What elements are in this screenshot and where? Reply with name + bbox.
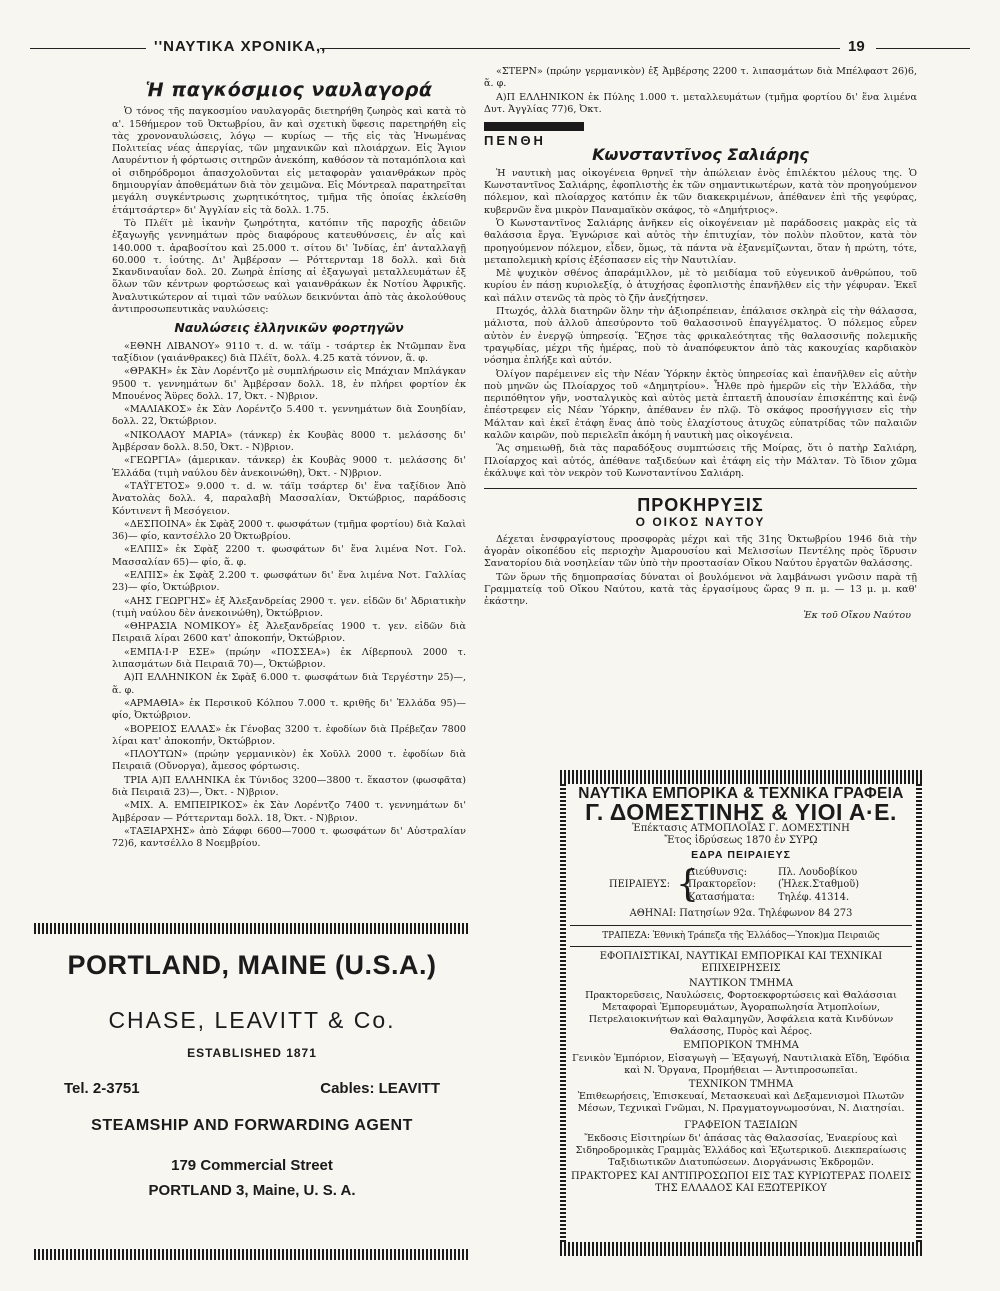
notice-signature: Ἐκ τοῦ Οἴκου Ναύτου xyxy=(803,609,911,621)
ad-extension: Ἐπέκτασις ΑΤΜΟΠΛΟΪΑΣ Γ. ΔΟΜΕΣΤΙΝΗ xyxy=(632,822,850,834)
notice-paragraph: Τῶν ὅρων τῆς δημοπρασίας δύναται οἱ βουλόμενοι νὰ λαμβάνωσι γνῶσιν παρὰ τῇ Γραμματείᾳ τοῦ Οἴκου Ναύτου, κατὰ τὰς ἐργασίμους ὥρας 9 π. μ. — 13 μ. μ. καθ' ἑκάστην. xyxy=(484,571,917,608)
right-column xyxy=(484,66,917,622)
fixture-item: «ΘΗΡΑΣΙΑ ΝΟΜΙΚΟΥ» ἐξ Ἀλεξανδρείας 1900 τ. γεν. εἰδῶν διὰ Πειραιᾶ λίραι 2600 κατ' ἀποκοπήν, Ὀκτώβριον. xyxy=(112,621,466,645)
ad-piraeus-label: ΠΕΙΡΑΙΕΥΣ: xyxy=(609,879,670,891)
obituary-bar xyxy=(484,122,584,131)
ad-offices-heading: ΝΑΥΤΙΚΑ ΕΜΠΟΡΙΚΑ & ΤΕΧΝΙΚΑ ΓΡΑΦΕΙΑ xyxy=(578,785,904,802)
fixture-item: «ΠΛΟΥΤΩΝ» (πρώην γερμανικὸν) ἐκ Χοῦλλ 2000 τ. ἐφοδίων διὰ Πειραιᾶ (Οὔνοργα), ἄμεσος φόρτωσις. xyxy=(112,749,466,773)
obituary-paragraph: Μὲ ψυχικὸν σθένος ἀπαράμιλλον, μὲ τὸ μειδίαμα τοῦ εὐγενικοῦ ἀνθρώπου, τοῦ κυρίου ἐν πάσῃ κυριολεξίᾳ, ὁ ἀτυχήσας ἐφοπλιστὴς ἐπανῆλθεν εἰς τὴν γέφυραν. Ἐκεῖ καὶ πάλιν στενῶς τὰ πρὸς τὸ ζῆν ἀνεζήτησεν. xyxy=(484,268,917,304)
obituary-paragraph: Ἂς σημειωθῇ, διὰ τὰς παραδόξους συμπτώσεις τῆς Μοίρας, ὅτι ὁ πατὴρ Σαλιάρη, Πλοίαρχος καὶ αὐτός, ἀπέθανε ταξιδεύων καὶ ἐτάφη εἰς τὴν Μάλταν. Τὸ ἴδιον χῶμα ἐκάλυψε καὶ τὸν νεκρὸν τοῦ Κωνσταντίνου Σαλιάρη. xyxy=(484,443,917,479)
ad-travel-body: Ἔκδοσις Εἰσιτηρίων δι' ἁπάσας τὰς Θαλασσίας, Ἐναερίους καὶ Σιδηροδρομικὰς Γραμμὰς Ἑλλάδος καὶ Ἐξωτερικοῦ. Διεκπεραίωσις Ταξιδιωτικῶν Διατυπώσεων. Διοργάνωσις Ἐκδρομῶν. xyxy=(575,1132,907,1168)
ad-content xyxy=(570,784,912,1242)
ad-founded: Ἔτος ἱδρύσεως 1870 ἐν ΣΥΡῼ xyxy=(664,835,818,847)
section-divider xyxy=(484,488,917,489)
obituary-paragraph: Ὁ Κωνσταντῖνος Σαλιάρης ἀνῆκεν εἰς οἰκογένειαν μὲ παράδοσεις μακρὰς εἰς τὰ θαλάσσια ἔργα. Ἐγνώρισε καὶ αὐτὸς τὴν ἐπιτυχίαν, τὸν πολὺν πλοῦτον, κατὰ τὸν προηγούμενον πόλεμον, εἶδεν, ὅμως, τὰ πάντα νὰ ἐξανεμίζωνται, ὅταν ἡ πρώτη, τότε, μεταπολεμικὴ κρίσις ἐξέσπασεν εἰς τὴν Ναυτιλίαν. xyxy=(484,217,917,266)
fixture-item: «ΕΘΝΗ ΛΙΒΑΝΟΥ» 9110 τ. d. w. τάϊμ - τσάρτερ ἐκ Ντῶμπαν ἕνα ταξίδιον (γαιάνθρακες) διὰ Πλέϊτ, δολλ. 4.25 κατὰ τόννον, ἅ. φ. xyxy=(112,340,466,364)
fixture-item: «ΤΑΫΓΕΤΟΣ» 9.000 τ. d. w. τάϊμ τσάρτερ δι' ἕνα ταξίδιον Ἀπὸ Ἀνατολὰς δολλ. 4, παραλαβὴ Μασσαλίαν, Ὀκτώβριος, παράδοσις Κόντινεντ ἢ Μεσόγειον. xyxy=(112,480,466,517)
ad-naval-body: Πρακτορεῦσεις, Ναυλώσεις, Φορτοεκφορτώσεις καὶ Θαλάσσιαι Μεταφοραὶ Ἐμπορευμάτων, Ἀγοραπωλησία Ἀτμοπλοίων, Πετρελαιοκινήτων καὶ Θαλαμηγῶν, Ἀσφάλεια κατὰ Κινδύνων Θαλάσσης, Πυρὸς καὶ Ἀέρος. xyxy=(585,990,897,1038)
ad-border-top xyxy=(560,770,922,784)
magazine-title: ''ΝΑΥΤΙΚΑ ΧΡΟΝΙΚΑ,, xyxy=(154,38,327,55)
ad-tech-title: ΤΕΧΝΙΚΟΝ ΤΜΗΜΑ xyxy=(688,1078,794,1090)
ad-company-name: Γ. ΔΟΜΕΣΤΙΝΗΣ & ΥΙΟΙ Α·Ε. xyxy=(585,799,897,826)
fixture-item: «ΜΙΧ. Α. ΕΜΠΕΙΡΙΚΟΣ» ἐκ Σὰν Λορέντζο 7400 τ. γεννημάτων δι' Ἀμβέρσαν — Ρόττερνταμ δολλ. 18, Ὀκτ. - Ν)βριον. xyxy=(112,800,466,824)
ad-cables: Cables: LEAVITT xyxy=(320,1080,440,1097)
ad-commerce-title: ΕΜΠΟΡΙΚΟΝ ΤΜΗΜΑ xyxy=(683,1040,799,1052)
ad-office-line: Διεύθυνσις: Πλ. Λουδοβίκου xyxy=(688,867,858,879)
article-paragraph: Τὸ Πλέϊτ μὲ ἱκανὴν ζωηρότητα, κατόπιν τῆς παροχῆς ἀδειῶν ἐξαγωγῆς γεννημάτων πρὸς διαφόρους κατευθύνσεις, ἐν αἷς καὶ 140.000 τ. ἀραβοσίτου καὶ 25.000 τ. σίτου δι' Ἰνδίας, ἐπ' ἀνταλλαγῇ 60.000 τ. ἰούτης. Δι' Ἀμβέρσαν — Ρόττερνταμ 18 δολλ. καὶ διὰ Σκανδιναυΐαν δολ. 20. Ζωηρὰ ἐπίσης αἱ ἐξαγωγαὶ μεταλλευμάτων ἐξ ὅλων τῶν κέντρων φορτώσεως καὶ γαιανθράκων ἐκ Νοτίου Ἀφρικῆς. Ἀναλυτικώτερον αἱ τιμαὶ τῶν ναύλων δεικνύνται ἀπὸ τὰς ἀκολούθους ἀντιπροσωπευτικὰς ναυλώσεις: xyxy=(112,217,466,316)
ad-border-bottom xyxy=(560,1242,922,1256)
ad-office-line: Κατασήματα: Τηλέφ. 41314. xyxy=(688,891,850,903)
ad-agents: ΠΡΑΚΤΟΡΕΣ ΚΑΙ ΑΝΤΙΠΡΟΣΩΠΟΙ ΕΙΣ ΤΑΣ ΚΥΡΙΩΤΕΡΑΣ ΠΟΛΕΙΣ ΤΗΣ ΕΛΛΑΔΟΣ ΚΑΙ ΕΞΩΤΕΡΙΚΟΥ xyxy=(570,1170,912,1194)
ad-commerce-body: Γενικὸν Ἐμπόριον, Εἰσαγωγὴ — Ἐξαγωγή, Ναυτιλιακὰ Εἴδη, Ἐφόδια καὶ Ν. Ὄργανα, Προμήθειαι — Ἀντιπροσωπεῖαι. xyxy=(572,1052,910,1076)
portland-advertisement xyxy=(34,923,470,1260)
fixture-item: «ΝΙΚΟΛΑΟΥ ΜΑΡΙΑ» (τάνκερ) ἐκ Κουβὰς 8000 τ. μελάσσης δι' Ἀμβέρσαν δολλ. 8.50, Ὀκτ. - Ν)βριον. xyxy=(112,429,466,454)
page-number: 19 xyxy=(848,38,865,55)
ad-divider xyxy=(570,946,912,947)
fixture-item: «ΕΛΠΙΣ» ἐκ Σφὰξ 2200 τ. φωσφάτων δι' ἕνα λιμένα Νοτ. Γολ. Μασσαλίαν 65)— φίο, ἅ. φ. xyxy=(112,544,466,568)
fixture-item: «ΘΡΑΚΗ» ἐκ Σὰν Λορέντζο μὲ συμπλήρωσιν εἰς Μπάχιαν Μπλάγκαν 9500 τ. γεννημάτων δι' Ἀμβέρσαν δολλ. 18, ἐν πλήρει φορτίον ἐκ Μπουένος Ἄϋρες δολλ. 17, Ὀκτ. - Ν)βριον. xyxy=(112,366,466,402)
ad-telephone: Tel. 2-3751 xyxy=(64,1080,140,1097)
fixture-item: «ΕΜΠΑ·Ι·Ρ ΕΣΕ» (πρώην «ΠΟΣΣΕΑ») ἐκ Λίβερπουλ 2000 τ. λιπασμάτων διὰ Πειραιᾶ 70)—, Ὀκτώβριον. xyxy=(112,646,466,671)
fixture-item: «ΜΑΛΙΑΚΟΣ» ἐκ Σὰν Λορέντζο 5.400 τ. γεννημάτων διὰ Σουηδίαν, δολλ. 22, Ὀκτώβριον. xyxy=(112,404,466,428)
ad-company-name: CHASE, LEAVITT & Co. xyxy=(108,1007,396,1033)
ad-office-lines xyxy=(688,867,912,904)
fixture-item: «ΒΟΡΕΙΟΣ ΕΛΛΑΣ» ἐκ Γένοβας 3200 τ. ἐφοδίων διὰ Πρέβεζαν 7800 λίραι κατ' ἀποκοπήν, Ὀκτώβριον. xyxy=(112,723,466,747)
header-rule-left xyxy=(30,48,146,49)
ad-border-bottom xyxy=(34,1249,470,1260)
ad-tech-body: Ἐπιθεωρήσεις, Ἐπισκευαί, Μετασκευαὶ καὶ Δεξαμενισμοὶ Πλωτῶν Μέσων, Τεχνικαὶ Γνῶμαι, Ν. Πραγματογνωμοσύναι, Ν. Διατησίαι. xyxy=(577,1091,905,1115)
article-paragraph: Ὁ τόνος τῆς παγκοσμίου ναυλαγορᾶς διετηρήθη ζωηρὸς καὶ κατὰ τὸ α'. 15θήμερον τοῦ Ὀκτωβρίου, ἂν καὶ σχετικὴ ὕφεσις παρετηρήθη εἰς τὰς χρονοναυλώσεις, λόγῳ — κυρίως — τῆς εἰς τὰς Ἡνωμένας Πολιτείας νέας ἀπεργίας, τῶν μηχανικῶν καὶ πλοιάρχων. Εἰς Ἅγιον Λαυρέντιον ἡ φόρτωσις σιτηρῶν ἀνεκόπη, καθόσον τὰ ποταμόπλοια καὶ οἱ σιδηρόδρομοι ἀπασχολοῦνται εἰς μεταφορὰν γαιανθράκων πρὸς δημιουργίαν ἀποθεμάτων διὰ τὸν χειμῶνα. Εἰς Μόντρεαλ παρατηρεῖται μεγάλη συγκέντρωσις χωρητικότητος, τμῆμα τῆς ὁποίας ἐκλείσθη ἐτάμτσάρτερ» δι' Ἀγγλίαν εἰς τὰ δολλ. 1.75. xyxy=(112,106,466,216)
left-column xyxy=(112,78,466,852)
page-header xyxy=(30,38,970,58)
article-title: Ἡ παγκόσμιος ναυλαγορά xyxy=(145,79,433,101)
fixture-item: Α)Π ΕΛΛΗΝΙΚΟΝ ἐκ Σφὰξ 6.000 τ. φωσφάτων διὰ Τεργέστην 25)—, ἅ. φ. xyxy=(112,672,466,696)
fixture-item: «ΤΑΞΙΑΡΧΗΣ» ἀπὸ Σάφφι 6600—7000 τ. φωσφάτων δι' Αὐστραλίαν 72)6, καντσέλλο 8 Νοεμβρίου. xyxy=(112,825,466,850)
ad-divider xyxy=(570,925,912,926)
ad-seat: ΕΔΡΑ ΠΕΙΡΑΙΕΥΣ xyxy=(691,848,791,861)
fixture-item: «ΑΡΜΑΘΙΑ» ἐκ Περσικοῦ Κόλπου 7.000 τ. κριθῆς δι' Ἑλλάδα 95)— φίο, Ὀκτώβριον. xyxy=(112,697,466,722)
ad-piraeus-offices xyxy=(570,864,912,906)
ad-border-top xyxy=(34,923,470,934)
header-rule-right xyxy=(876,48,970,49)
ad-bank: ΤΡΑΠΕΖΑ: Ἐθνικὴ Τράπεζα τῆς Ἑλλάδος—Ὑποκ)μα Πειραιῶς xyxy=(602,930,880,941)
fixture-item: «ΣΤΕΡΝ» (πρώην γερμανικὸν) ἐξ Ἀμβέρσης 2200 τ. λιπασμάτων διὰ Μπέλφαστ 26)6, ἅ. φ. xyxy=(484,66,917,90)
fixtures-subheading: Ναυλώσεις ἑλληνικῶν φορτηγῶν xyxy=(174,320,404,336)
ad-naval-title: ΝΑΥΤΙΚΟΝ ΤΜΗΜΑ xyxy=(689,977,793,989)
ad-athens-address: ΑΘΗΝΑΙ: Πατησίων 92α. Τηλέφωνον 84 273 xyxy=(629,908,853,920)
notice-subtitle: Ο ΟΙΚΟΣ ΝΑΥΤΟΥ xyxy=(635,514,766,529)
ad-contact-row xyxy=(64,1080,440,1097)
fixture-item: «ΓΕΩΡΓΙΑ» (ἀμερικαν. τάνκερ) ἐκ Κουβὰς 9000 τ. μελάσσης δι' Ἑλλάδα (τιμὴ ναύλου δὲν ἀνεκοινώθη), Ὀκτ. - Ν)βριον. xyxy=(112,455,466,479)
notice-paragraph: Δέχεται ἐνσφραγίστους προσφορὰς μέχρι καὶ τῆς 31ης Ὀκτωβρίου 1946 διὰ τὴν ἀγορὰν οἰκοπέδου εἰς περιοχὴν Ἀμαρουσίου καὶ Μελισσίων Πεντέλης πρὸς ἵδρυσιν Σανατορίου διὰ νοσηλείαν τῶν ὑπὸ τὴν προστασίαν Οἴκου Ναύτου ἐργατῶν θαλάσσης. xyxy=(484,533,917,570)
obituary-paragraph: Ὀλίγον παρέμεινεν εἰς τὴν Νέαν Ὑόρκην ἐκτὸς ὑπηρεσίας καὶ ἐπανῆλθεν εἰς αὐτὴν ποὺ μηνῶν ὡς Πλοίαρχος τοῦ «Δημητρίου». Ἦλθε πρὸ ἡμερῶν εἰς τὴν Ἑλλάδα, τὴν περιπόθητον γῆν, νοσταλγικὸς καὶ αὐτὸς μετὰ ἑπταετῆ ἀπουσίαν ἐπισκέπτης καὶ ἐνῷ ἐπέστρεφεν εἰς Νέαν Ὑόρκην, ἀπέθανεν ἐν πλῷ. Τὸ σκάφος προσήγγισεν εἰς τὴν Μάλταν καὶ ἐκεῖ ἐτάφη ἕνας ἀπὸ τοὺς ἐλαχίστους ἀτυχῶς εὐπατρίδας τῶν παλαιῶν καλῶν καιρῶν, ποὺ περιελεῖπ ἀκόμη ἡ ναυτικὴ μας οἰκογένεια. xyxy=(484,368,917,442)
ad-sections-title: ΕΦΟΠΛΙΣΤΙΚΑΙ, ΝΑΥΤΙΚΑΙ ΕΜΠΟΡΙΚΑΙ ΚΑΙ ΤΕΧΝΙΚΑΙ ΕΠΙΧΕΙΡΗΣΕΙΣ xyxy=(599,951,883,975)
fixture-item: «ΕΛΠΙΣ» ἐκ Σφὰξ 2.200 τ. φωσφάτων δι' ἕνα λιμένα Νοτ. Γαλλίας 23)— φίο, Ὀκτώβριον. xyxy=(112,569,466,594)
obituary-paragraph: Πτωχός, ἀλλὰ διατηρῶν ὅλην τὴν ἀξιοπρέπειαν, ἐπάλαισε σκληρὰ εἰς τὴν θάλασσα, μάλιστα, ποὺ ἀλλοῦ ἀπεσύροντο τοῦ θαλασσινοῦ ἐπαγγέλματος. Ὁ πόλεμος εὗρεν αὐτὸν ἐν ἐνεργῷ ὑπηρεσίᾳ. Ἔζησε τὰς φρικαλεότητας τῆς θαλασσινῆς πολεμικῆς τραγῳδίας, μέχρι τῆς ἡμέρας, ποὺ τὸ ἀναπόφευκτον ἀπὸ τὰς κακουχίας καρδιακὸν νόσημα ἐπλήξε καὶ αὐτόν. xyxy=(484,306,917,367)
ad-street: 179 Commercial Street xyxy=(171,1157,333,1174)
fixture-item: ΤΡΙΑ Α)Π ΕΛΛΗΝΙΚΑ ἐκ Τύνιδος 3200—3800 τ. ἕκαστον (φωσφᾶτα) διὰ Πειραιᾶ 23)—, Ὀκτ. - Ν)βριον. xyxy=(112,774,466,799)
brace-icon: { xyxy=(676,864,699,906)
ad-office-line: Πρακτορεῖον: (Ἠλεκ.Σταθμοῦ) xyxy=(688,879,860,891)
ad-business: STEAMSHIP AND FORWARDING AGENT xyxy=(91,1117,413,1134)
obituary-paragraph: Ἡ ναυτικὴ μας οἰκογένεια θρηνεῖ τὴν ἀπώλειαν ἑνὸς ἐπιλέκτου μέλους της. Ὁ Κωνσταντῖνος Σαλιάρης, ἐφοπλιστὴς ἐκ τῶν σημαντικωτέρων, κατὰ τὸν προηγούμενον πόλεμον, καὶ πλοίαρχος κατόπιν ἐκ τῶν διακεκριμένων, ἀπέθανεν ἐπὶ τῆς γεφύρας, κυβερνῶν ἕνα μικρὸν Παναμαϊκὸν σκάφος, τὸ «Δημήτριος». xyxy=(484,167,917,216)
fixture-item: «ΑΗΣ ΓΕΩΡΓΗΣ» ἐξ Ἀλεξανδρείας 2900 τ. γεν. εἰδῶν δι' Ἀδριατικὴν (τιμὴ ναύλου δὲν ἀνεκοινώθη), Ὀκτώβριον. xyxy=(112,595,466,619)
header-rule-middle xyxy=(320,48,840,49)
domestinis-advertisement xyxy=(560,770,922,1256)
ad-border-left xyxy=(560,784,566,1242)
ad-travel-title: ΓΡΑΦΕΙΟΝ ΤΑΞΙΔΙΩΝ xyxy=(684,1120,798,1132)
ad-border-right xyxy=(916,784,922,1242)
obituary-title: Κωνσταντῖνος Σαλιάρης xyxy=(592,145,809,165)
fixture-item: «ΔΕΣΠΟΙΝΑ» ἐκ Σφὰξ 2000 τ. φωσφάτων (τμῆμα φορτίου) διὰ Καλαὶ 36)— φίο, καντσέλλο 20 Ὀκτωβρίου. xyxy=(112,518,466,543)
ad-city: PORTLAND 3, Maine, U. S. A. xyxy=(148,1182,356,1199)
ad-established: ESTABLISHED 1871 xyxy=(187,1046,317,1060)
ad-location-heading: PORTLAND, MAINE (U.S.A.) xyxy=(67,950,437,980)
fixture-item: Α)Π ΕΛΛΗΝΙΚΟΝ ἐκ Πύλης 1.000 τ. μεταλλευμάτων (τμῆμα φορτίου δι' ἕνα λιμένα Δυτ. Ἀγγλίας 77)6, Ὀκτ. xyxy=(484,91,917,115)
obituary-section-label: ΠΕΝΘΗ xyxy=(484,133,546,149)
notice-title: ΠΡΟΚΗΡΥΞΙΣ xyxy=(637,495,764,516)
